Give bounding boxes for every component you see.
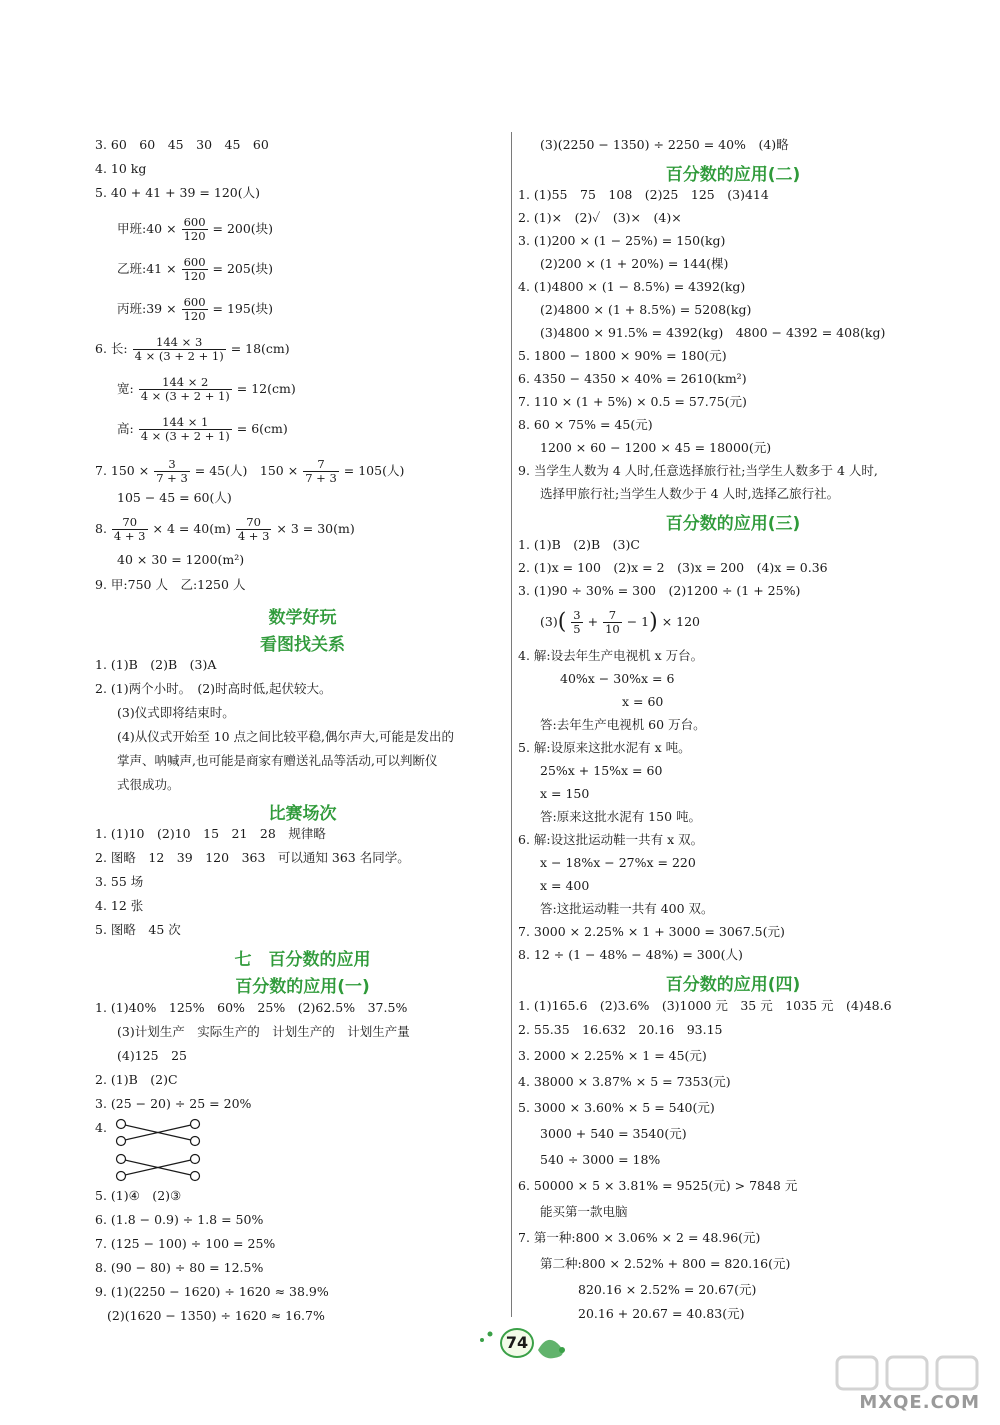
fraction-line: (3)( $\frac{3}{5}$ + $\frac{7}{10}$ − 1) × 120 [540, 608, 700, 636]
answer-line: 1. (1)55 75 108 (2)25 125 (3)414 [518, 187, 769, 202]
answer-line: 7. 第一种:800 × 3.06% × 2 = 48.96(元) [518, 1230, 761, 1245]
answer-line: 3000 + 540 = 3540(元) [540, 1126, 687, 1141]
answer-line: 5. 图略 45 次 [95, 922, 181, 937]
answer-line: 3. (1)90 ÷ 30% = 300 (2)1200 ÷ (1 + 25%) [518, 583, 801, 598]
answer-line: 40 × 30 = 1200(m²) [117, 552, 245, 567]
answer-line: 5. 1800 − 1800 × 90% = 180(元) [518, 348, 727, 363]
dot [191, 1155, 200, 1164]
answer-line: 2. (1)× (2)✓ (3)× (4)× [518, 210, 682, 225]
answer-line: 4. (1)4800 × (1 − 8.5%) = 4392(kg) [518, 279, 746, 294]
answer-line: 820.16 × 2.52% = 20.67(元) [578, 1282, 757, 1297]
answer-line: 4. 解:设去年生产电视机 x 万台。 [518, 648, 704, 663]
fraction: $\frac{144 \times 3}{4 \times (3 + 2 + 1)}$ [134, 335, 224, 363]
dot [117, 1172, 126, 1181]
fraction-line: 丙班:39 × $\frac{600}{120}$ = 195(块) [117, 295, 274, 323]
answer-line: 2. (1)x = 100 (2)x = 2 (3)x = 200 (4)x = 0.36 [518, 560, 828, 575]
answer-line: 9. (1)(2250 − 1620) ÷ 1620 ≈ 38.9% [95, 1284, 329, 1299]
fraction: $\frac{144 \times 1}{4 \times (3 + 2 + 1)}$ [140, 415, 230, 443]
answer-line: 1. (1)B (2)B (3)C [518, 537, 640, 552]
answer-line: 2. (1)两个小时。 (2)时高时低,起伏较大。 [95, 681, 332, 696]
answer-line: 掌声、呐喊声,也可能是商家有赠送礼品等活动,可以判断仪 [117, 753, 438, 768]
answer-line: 4. 12 张 [95, 898, 144, 913]
answer-line: 1200 × 60 − 1200 × 45 = 18000(元) [540, 440, 772, 455]
answer-line: 6. 4350 − 4350 × 40% = 2610(km²) [518, 371, 747, 386]
answer-line: x − 18%x − 27%x = 220 [540, 855, 696, 870]
answer-line: 3. 55 场 [95, 874, 144, 889]
answer-line: 6. 50000 × 5 × 3.81% = 9525(元) > 7848 元 [518, 1178, 798, 1193]
answer-line: (2)(1620 − 1350) ÷ 1620 ≈ 16.7% [107, 1308, 325, 1323]
column-divider [511, 132, 512, 1317]
answer-line: 7. 3000 × 2.25% × 1 + 3000 = 3067.5(元) [518, 924, 785, 939]
dot [117, 1155, 126, 1164]
fraction: $\frac{144 \times 2}{4 \times (3 + 2 + 1)}$ [140, 375, 230, 403]
answer-line: 3. 60 60 45 30 45 60 [95, 137, 269, 152]
answer-line: 4. [95, 1120, 107, 1135]
answer-line: 3. 2000 × 2.25% × 1 = 45(元) [518, 1048, 707, 1063]
matching-diagram [115, 1118, 205, 1183]
answer-line: (2)200 × (1 + 20%) = 144(棵) [540, 256, 729, 271]
fraction: $\frac{600}{120}$ [183, 295, 206, 323]
answer-line: 第二种:800 × 2.52% + 800 = 820.16(元) [540, 1256, 791, 1271]
answer-line: (4)从仪式开始至 10 点之间比较平稳,偶尔声大,可能是发出的 [117, 729, 455, 744]
answer-line: x = 400 [540, 878, 590, 893]
section-title: 看图找关系 [260, 635, 345, 655]
answer-line: (4)125 25 [117, 1048, 187, 1063]
answer-line: 9. 甲:750 人 乙:1250 人 [95, 577, 246, 592]
answer-line: 8. (90 − 80) ÷ 80 = 12.5% [95, 1260, 264, 1275]
answer-line: (3)仪式即将结束时。 [117, 705, 235, 720]
section-title: 数学好玩 [268, 608, 337, 628]
answer-line: 5. 40 + 41 + 39 = 120(人) [95, 185, 260, 200]
dot [191, 1120, 200, 1129]
answer-line: 6. 解:设这批运动鞋一共有 x 双。 [518, 832, 704, 847]
answer-line: 5. 解:设原来这批水泥有 x 吨。 [518, 740, 691, 755]
answer-line: 25%x + 15%x = 60 [540, 763, 663, 778]
answer-line: 2. 55.35 16.632 20.16 93.15 [518, 1022, 723, 1037]
fraction: $\frac{7}{10}$ [605, 608, 620, 636]
fraction: $\frac{600}{120}$ [183, 255, 206, 283]
section-title: 比赛场次 [268, 804, 337, 824]
answer-line: 式很成功。 [117, 777, 180, 792]
section-title: 百分数的应用(三) [665, 514, 801, 534]
answer-line: 5. 3000 × 3.60% × 5 = 540(元) [518, 1100, 715, 1115]
answer-line: 8. 12 ÷ (1 − 48% − 48%) = 300(人) [518, 947, 743, 962]
fraction-line: 乙班:41 × $\frac{600}{120}$ = 205(块) [117, 255, 274, 283]
answer-line: (2)4800 × (1 + 8.5%) = 5208(kg) [540, 302, 752, 317]
section-title: 百分数的应用(一) [235, 977, 370, 997]
fraction: $\frac{600}{120}$ [183, 215, 206, 243]
answer-line: 540 ÷ 3000 = 18% [540, 1152, 661, 1167]
answer-line: 3. (25 − 20) ÷ 25 = 20% [95, 1096, 252, 1111]
answer-line: 3. (1)200 × (1 − 25%) = 150(kg) [518, 233, 726, 248]
answer-line: 2. 图略 12 39 120 363 可以通知 363 名同学。 [95, 850, 410, 865]
answer-line: 1. (1)10 (2)10 15 21 28 规律略 [95, 826, 326, 841]
answer-line: 能买第一款电脑 [540, 1204, 628, 1219]
dot [191, 1172, 200, 1181]
dot [117, 1120, 126, 1129]
answer-line: (3)4800 × 91.5% = 4392(kg) 4800 − 4392 = 408(kg) [540, 325, 886, 340]
page-number: 74 [500, 1328, 534, 1358]
answer-line: (3)计划生产 实际生产的 计划生产的 计划生产量 [117, 1024, 410, 1039]
answer-line: 1. (1)165.6 (2)3.6% (3)1000 元 35 元 1035 元 (4)48.6 [518, 998, 892, 1013]
answer-line: x = 60 [622, 694, 664, 709]
fraction-line: 7. 150 × $\frac{3}{7 + 3}$ = 45(人) 150 × $\frac{7}{7 + 3}$ = 105(人) [95, 457, 405, 485]
dot [191, 1137, 200, 1146]
fraction: $\frac{3}{5}$ [573, 608, 581, 636]
answer-line: x = 150 [540, 786, 590, 801]
answer-line: 6. (1.8 − 0.9) ÷ 1.8 = 50% [95, 1212, 264, 1227]
answer-line: 105 − 45 = 60(人) [117, 490, 232, 505]
answer-line: 7. (125 − 100) ÷ 100 = 25% [95, 1236, 276, 1251]
answer-line: 4. 38000 × 3.87% × 5 = 7353(元) [518, 1074, 731, 1089]
fraction: $\frac{70}{4 + 3}$ [113, 515, 146, 543]
answer-line: 8. 60 × 75% = 45(元) [518, 417, 653, 432]
fraction-line: 宽: $\frac{144 \times 2}{4 \times (3 + 2 + 1)}$ = 12(cm) [117, 375, 296, 403]
answer-line: 40%x − 30%x = 6 [560, 671, 675, 686]
fraction-line: 6. 长: $\frac{144 \times 3}{4 \times (3 + 2 + 1)}$ = 18(cm) [95, 335, 290, 363]
section-title: 百分数的应用(四) [665, 975, 801, 995]
answer-line: 选择甲旅行社;当学生人数少于 4 人时,选择乙旅行社。 [540, 486, 840, 501]
answer-line: 4. 10 kg [95, 161, 147, 176]
fraction-line: 8. $\frac{70}{4 + 3}$ × 4 = 40(m) $\frac{70}{4 + 3}$ × 3 = 30(m) [95, 515, 355, 543]
answer-line: 5. (1)④ (2)③ [95, 1188, 182, 1203]
dot [117, 1137, 126, 1146]
fraction: $\frac{70}{4 + 3}$ [237, 515, 270, 543]
answer-line: 答:原来这批水泥有 150 吨。 [540, 809, 702, 824]
answer-line: 答:去年生产电视机 60 万台。 [540, 717, 706, 732]
chapter-title: 七 百分数的应用 [234, 950, 371, 970]
fraction: $\frac{7}{7 + 3}$ [305, 457, 337, 485]
answer-line: 1. (1)B (2)B (3)A [95, 657, 217, 672]
answer-line: (3)(2250 − 1350) ÷ 2250 = 40% (4)略 [540, 137, 789, 152]
answer-line: 9. 当学生人数为 4 人时,任意选择旅行社;当学生人数多于 4 人时, [518, 463, 878, 478]
watermark-text: MXQE.COM [859, 1392, 980, 1413]
answer-line: 2. (1)B (2)C [95, 1072, 178, 1087]
fraction: $\frac{3}{7 + 3}$ [156, 457, 188, 485]
answer-line: 20.16 + 20.67 = 40.83(元) [578, 1306, 745, 1321]
answer-line: 7. 110 × (1 + 5%) × 0.5 = 57.75(元) [518, 394, 747, 409]
fraction-line: 甲班:40 × $\frac{600}{120}$ = 200(块) [117, 215, 274, 243]
answer-line: 1. (1)40% 125% 60% 25% (2)62.5% 37.5% [95, 1000, 408, 1015]
fraction-line: 高: $\frac{144 \times 1}{4 \times (3 + 2 + 1)}$ = 6(cm) [117, 415, 288, 443]
section-title: 百分数的应用(二) [665, 165, 801, 185]
answer-line: 答:这批运动鞋一共有 400 双。 [540, 901, 714, 916]
